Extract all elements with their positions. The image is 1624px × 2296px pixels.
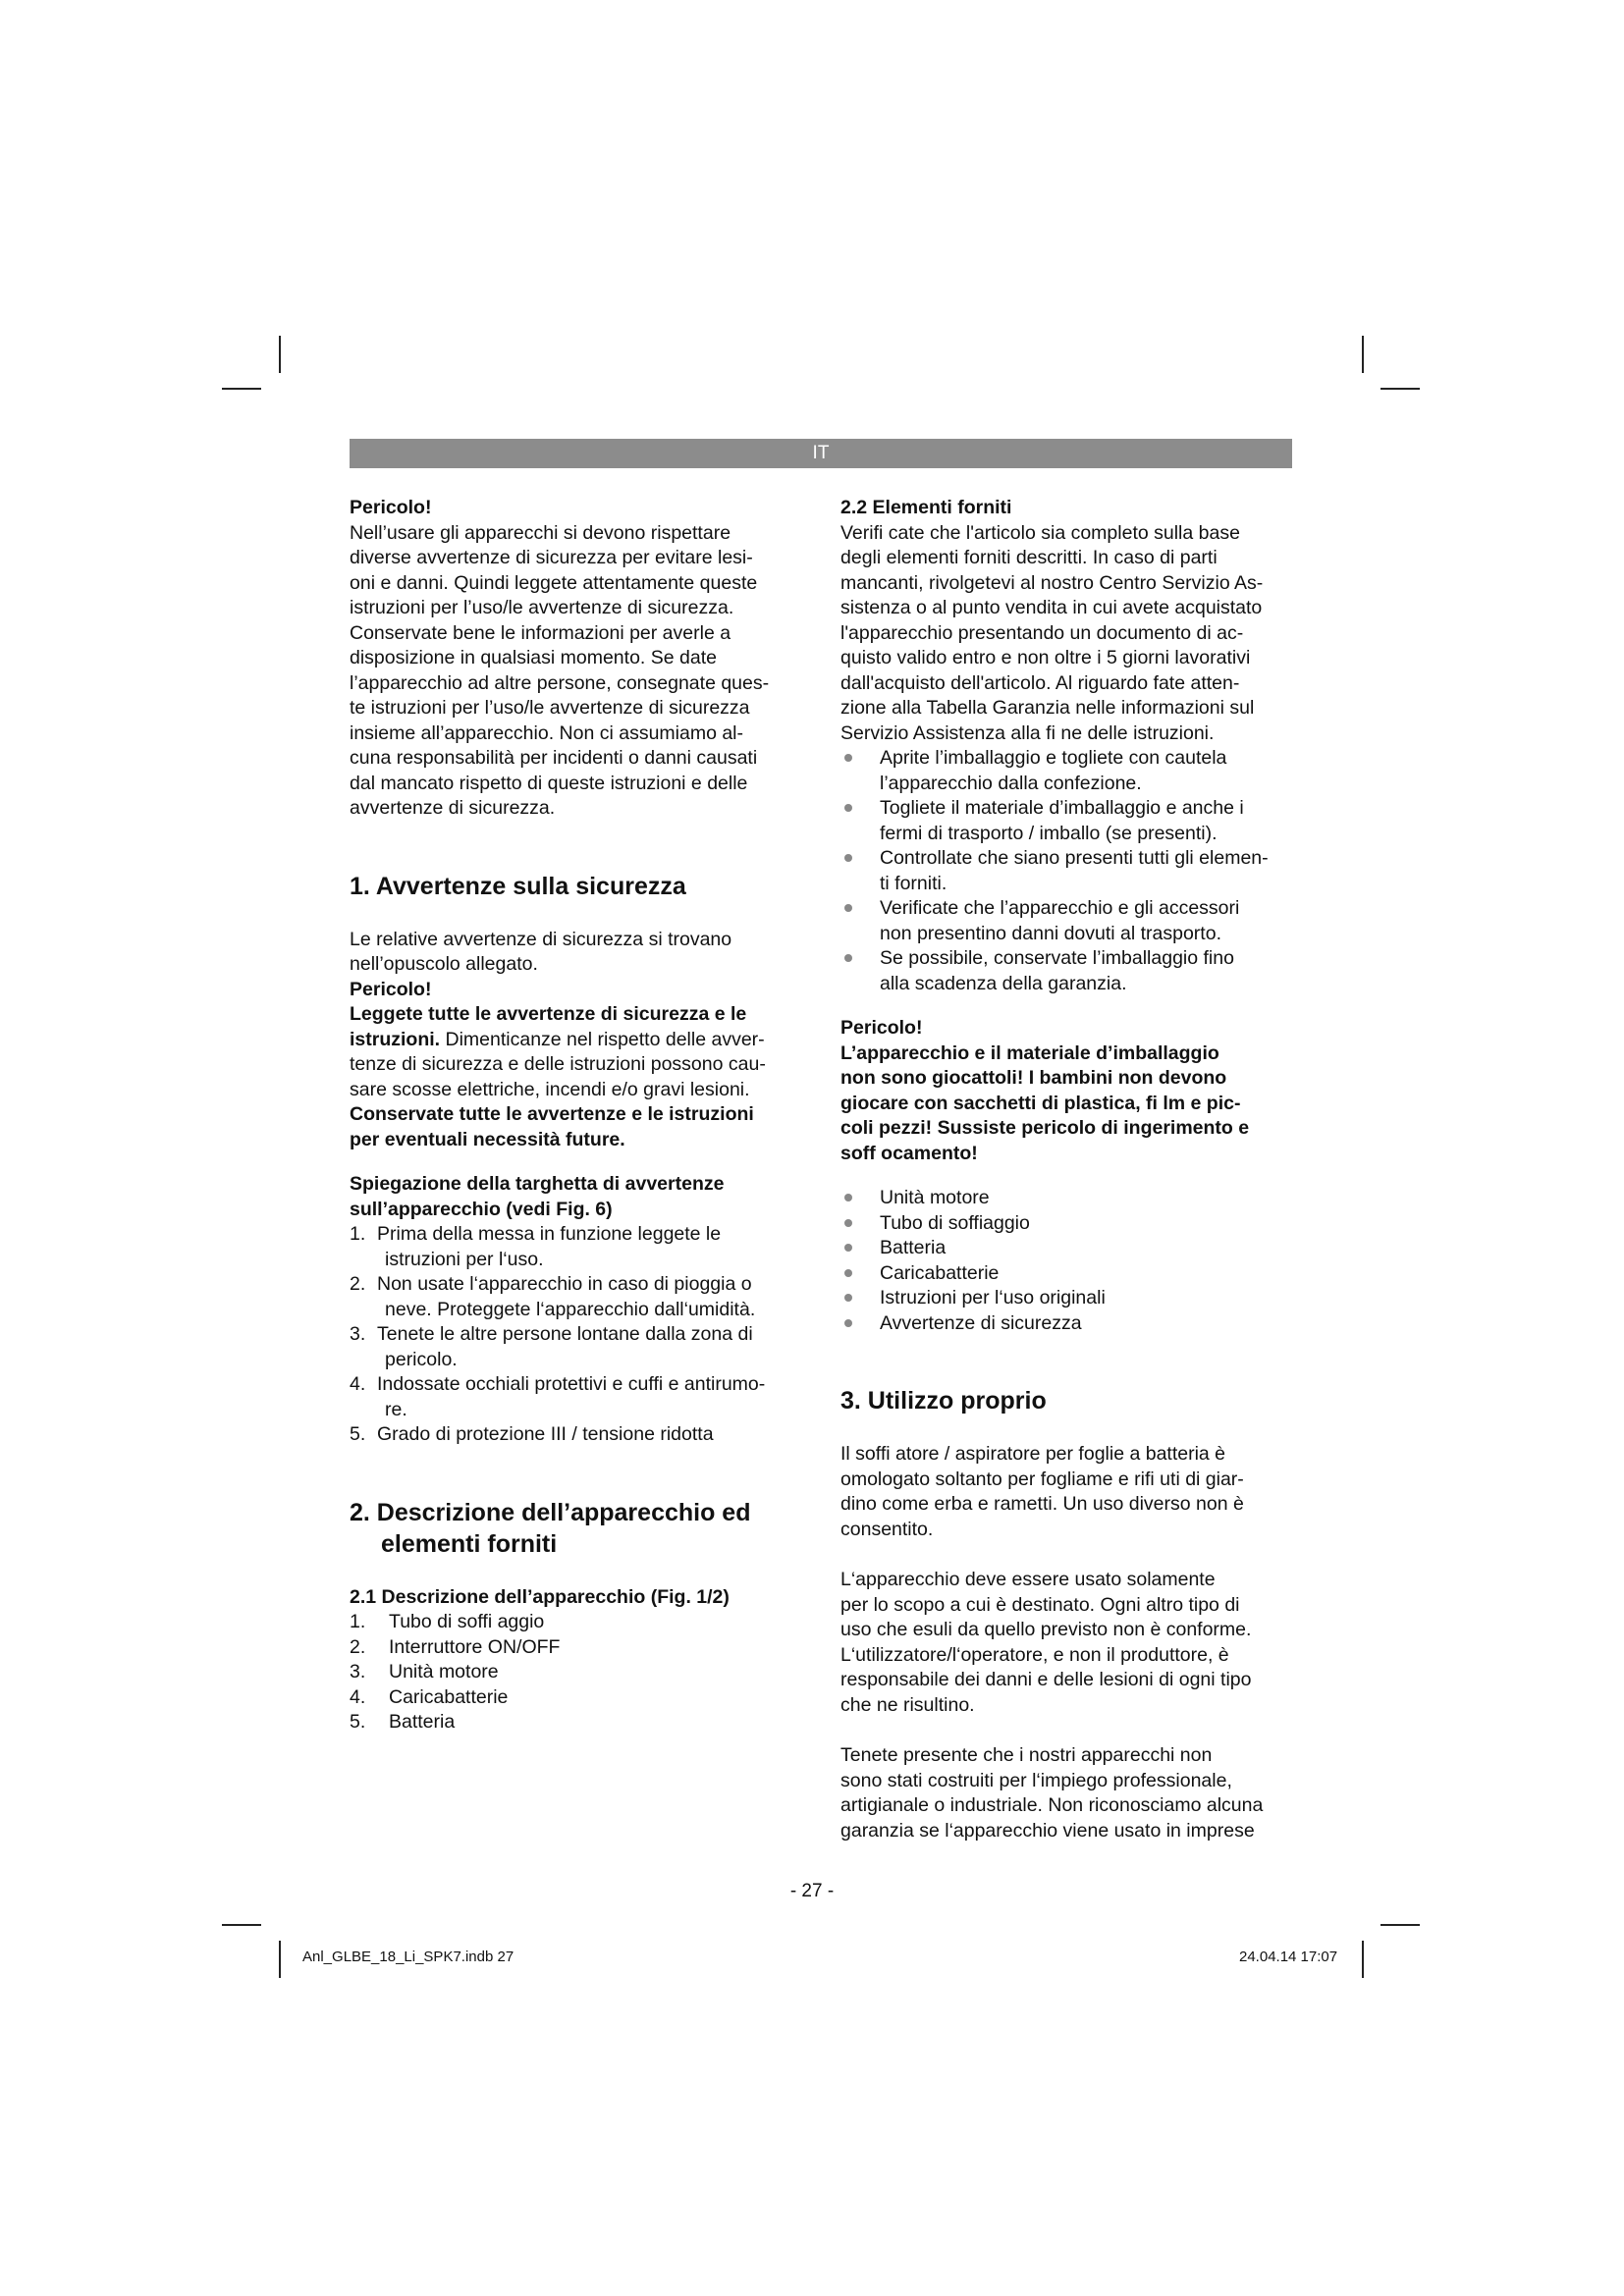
- bullet-icon: [844, 1319, 852, 1327]
- file-name: Anl_GLBE_18_Li_SPK7.indb 27: [302, 1949, 514, 1965]
- bullet-icon: [844, 904, 852, 912]
- bullet-icon: [844, 1219, 852, 1227]
- list-item: Avvertenze di sicurezza: [840, 1311, 1292, 1337]
- crop-mark: [222, 1924, 261, 1926]
- supplied-items-list: [840, 1186, 1292, 1336]
- section-2-title: 2. Descrizione dell’apparecchio ed elementi forniti: [350, 1498, 751, 1558]
- print-date: 24.04.14 17:07: [1239, 1949, 1338, 1965]
- right-column: [840, 496, 1292, 1843]
- list-item: Controllate che siano presenti tutti gli elemen- ti forniti.: [840, 846, 1292, 896]
- crop-mark: [222, 388, 261, 390]
- list-item: 3. Unità motore: [350, 1661, 499, 1682]
- list-item: Istruzioni per l‘uso originali: [840, 1286, 1292, 1311]
- page-number: - 27 -: [789, 1881, 835, 1901]
- unpacking-list: [840, 746, 1292, 996]
- bullet-icon: [844, 754, 852, 762]
- danger-heading: Pericolo!: [840, 1017, 923, 1039]
- list-item: 5. Grado di protezione III / tensione ridotta: [350, 1423, 714, 1445]
- crop-mark: [1380, 1924, 1420, 1926]
- list-item: 4. Caricabatterie: [350, 1685, 509, 1708]
- section-1-text: Le relative avvertenze di sicurezza si trovano nell’opuscolo allegato. Pericolo! Leggete tutte le avvertenze di sicurezza e le istruzioni. Dimenticanze nel rispetto delle avver- tenze di sicurezza e delle istruzioni possono cau- sare scosse elettriche, incendi e/o gravi lesioni. Conservate tutte le avvertenze e le istruzioni per eventuali necessità future.: [350, 928, 766, 1150]
- danger-heading: Pericolo!: [350, 497, 432, 518]
- list-item: 4. Indossate occhiali protettivi e cuffi e antirumo- re.: [350, 1373, 766, 1420]
- bullet-icon: [844, 1269, 852, 1277]
- section-2-1-title: 2.1 Descrizione dell’apparecchio (Fig. 1/2): [350, 1585, 730, 1608]
- section-3-title: 3. Utilizzo proprio: [840, 1387, 1047, 1415]
- bullet-icon: [844, 1244, 852, 1252]
- crop-mark: [1362, 336, 1364, 373]
- list-item: 2. Interruttore ON/OFF: [350, 1635, 561, 1658]
- left-column: Pericolo! Nell’usare gli apparecchi si devono rispettare diverse avvertenze di sicurezza per evitare lesi- oni e danni. Quindi leggete attentamente queste istruzioni per l’uso/le avvertenze di sicurezza. Conservate bene le informazioni per averle a disposizione in qualsiasi momento. Se date l’apparecchio ad altre persone, consegnate ques- te istruzioni per l’uso/le avvertenze di sicurezza insieme all’apparecchio. Non ci assumiamo al- cuna responsabilità per incidenti o danni causati dal mancato rispetto di queste istruzioni e delle avvertenze di sicurezza. 1. Avvertenze sulla sicurezza Le relative avvertenze di sicurezza si trovano nell’opuscolo allegato. Pericolo! Leggete tutte le avvertenze di sicurezza e le istruzioni. Dimenticanze nel rispetto delle avver- tenze di sicurezza e delle istruzioni possono cau- sare scosse elettriche, incendi e/o gravi lesioni. Conservate tutte le avvertenze e le istruzioni per eventuali necessità future. Spiegazione della targhetta di avvertenze sull’apparecchio (vedi Fig. 6) 1. Prima della messa in funzione leggete le istruzioni per l‘uso. 2. Non usate l‘apparecchio in caso di pioggia o neve. Proteggete l‘apparecchio dall‘umidità. 3. Tenete le altre persone lontane dalla zona di pericolo. 4. Indossate occhiali protettivi e cuffi e antirumo- re. 5. Grado di protezione III / tensione ridotta 2. Descrizione dell’apparecchio ed elementi forniti 2.1 Descrizione dell’apparecchio (Fig. 1/2) 1. Tubo di soffi aggio 2. Interruttore ON/OFF 3. Unità motore 4. Caricabatterie 5. Batteria: [350, 496, 799, 1735]
- section-2-2-title: 2.2 Elementi forniti: [840, 497, 1012, 518]
- section-3-para-3: Tenete presente che i nostri apparecchi non sono stati costruiti per l‘impiego professionale, artigianale o industriale. Non riconosciamo alcuna garanzia se l‘apparecchio viene usato in imprese: [840, 1744, 1264, 1842]
- list-item: 1. Tubo di soffi aggio: [350, 1611, 545, 1632]
- bullet-icon: [844, 1194, 852, 1201]
- danger-warning: L’apparecchio e il materiale d’imballaggio non sono giocattoli! I bambini non devono giocare con sacchetti di plastica, fi lm e pic- coli pezzi! Sussiste pericolo di ingerimento e soff ocamento!: [840, 1041, 1250, 1164]
- list-item: Togliete il materiale d’imballaggio e anche i fermi di trasporto / imballo (se presenti).: [840, 796, 1292, 846]
- list-item: Unità motore: [840, 1186, 1292, 1211]
- parts-list: [350, 1610, 799, 1735]
- bullet-icon: [844, 1294, 852, 1302]
- list-item: 3. Tenete le altre persone lontane dalla zona di pericolo.: [350, 1323, 753, 1370]
- section-2-2-text: Verifi cate che l'articolo sia completo sulla base degli elementi forniti descritti. In caso di parti mancanti, rivolgetevi al nostro Centro Servizio As- sistenza o al punto vendita in cui avete acquistato l'apparecchio presentando un documento di ac- quisto valido entro e non oltre i 5 giorni lavorativi dall'acquisto dell'articolo. Al riguardo fate atten- zione alla Tabella Garanzia nelle informazioni sul Servizio Assistenza alla fi ne delle istruzioni.: [840, 521, 1264, 744]
- danger-text: Nell’usare gli apparecchi si devono rispettare diverse avvertenze di sicurezza per evitare lesi- oni e danni. Quindi leggete attentamente queste istruzioni per l’uso/le avvertenze di sicurezza. Conservate bene le informazioni per averle a disposizione in qualsiasi momento. Se date l’apparecchio ad altre persone, consegnate ques- te istruzioni per l’uso/le avvertenze di sicurezza insieme all’apparecchio. Non ci assumiamo al- cuna responsabilità per incidenti o danni causati dal mancato rispetto di queste istruzioni e delle avvertenze di sicurezza.: [350, 521, 770, 819]
- list-item: Caricabatterie: [840, 1261, 1292, 1287]
- label-title: Spiegazione della targhetta di avvertenze: [350, 1173, 725, 1195]
- section-3-para-2: L‘apparecchio deve essere usato solamente per lo scopo a cui è destinato. Ogni altro tipo di uso che esuli da quello previsto non è conforme. L‘utilizzatore/l‘operatore, e non il produttore, è responsabile dei danni e delle lesioni di ogni tipo che ne risultino.: [840, 1569, 1252, 1716]
- list-item: Se possibile, conservate l’imballaggio fino alla scadenza della garanzia.: [840, 946, 1292, 996]
- bullet-icon: [844, 854, 852, 862]
- language-bar: IT: [350, 439, 1292, 468]
- list-item: 1. Prima della messa in funzione leggete le istruzioni per l‘uso.: [350, 1223, 722, 1270]
- list-item: Verificate che l’apparecchio e gli accessori non presentino danni dovuti al trasporto.: [840, 896, 1292, 946]
- bullet-icon: [844, 804, 852, 812]
- list-item: 5. Batteria: [350, 1711, 456, 1733]
- list-item: Tubo di soffiaggio: [840, 1211, 1292, 1237]
- list-item: 2. Non usate l‘apparecchio in caso di pioggia o neve. Proteggete l‘apparecchio dall‘umidità.: [350, 1273, 756, 1320]
- crop-mark: [279, 1941, 281, 1978]
- section-1-title: 1. Avvertenze sulla sicurezza: [350, 872, 686, 900]
- list-item: Batteria: [840, 1236, 1292, 1261]
- crop-mark: [1380, 388, 1420, 390]
- warning-label-list: [350, 1222, 799, 1448]
- bullet-icon: [844, 954, 852, 962]
- crop-mark: [1362, 1941, 1364, 1978]
- crop-mark: [279, 336, 281, 373]
- section-3-para-1: Il soffi atore / aspiratore per foglie a batteria è omologato soltanto per fogliame e rifi uti di giar- dino come erba e rametti. Un uso diverso non è consentito.: [840, 1443, 1244, 1540]
- list-item: Aprite l’imballaggio e togliete con cautela l’apparecchio dalla confezione.: [840, 746, 1292, 796]
